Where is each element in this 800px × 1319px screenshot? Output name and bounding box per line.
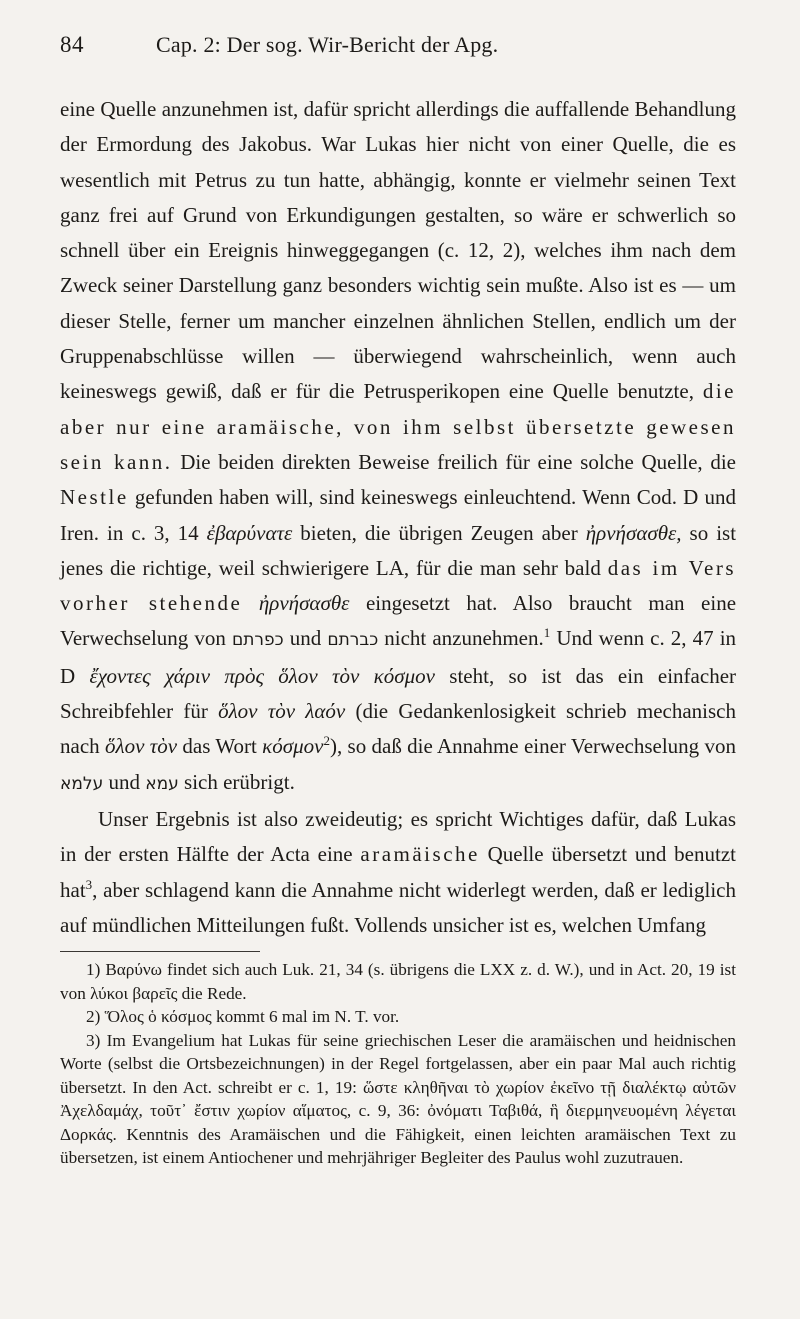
greek-phrase: ὅλον τὸν	[104, 734, 178, 759]
hebrew-term: כפרתם	[231, 630, 284, 651]
emphasized-text: das im Vers vorher stehende	[60, 555, 736, 616]
footnote-2: 2) Ὅλος ὁ κόσμος kommt 6 mal im N. T. vor.	[86, 1007, 400, 1027]
main-text	[60, 92, 736, 943]
footnote-ref-2[interactable]: 2	[323, 733, 330, 749]
text-run: , aber schlagend kann die Annahme nicht widerlegt werden, daß er lediglich auf mündlichen Mitteilungen fußt. Vollends unsicher ist es, welchen Umfang	[60, 877, 736, 937]
greek-phrase: ὅλον τὸν λαόν	[218, 699, 346, 724]
paragraph-2	[60, 802, 736, 943]
text-run: steht, so ist das ein einfacher Schreibfehler für	[60, 663, 737, 724]
text-run: gefunden haben will, sind keineswegs einleuchtend. Wenn Cod. D und Iren. in c. 3, 14	[60, 485, 736, 545]
footnote-divider	[60, 951, 260, 952]
text-run: eingesetzt hat. Also braucht man eine Verwechselung von	[60, 591, 737, 651]
text-run: (die Gedankenlosigkeit schrieb mechanisch nach	[60, 699, 737, 759]
emphasized-text: aramäische	[360, 842, 480, 867]
greek-phrase: ἔχοντες χάριν πρὸς ὅλον τὸν κόσμον	[89, 663, 435, 688]
greek-term: κόσμον	[262, 734, 324, 759]
text-run: Quelle übersetzt und benutzt hat	[60, 842, 736, 902]
footnote-ref-3[interactable]: 3	[85, 876, 93, 892]
text-run: Und wenn c. 2, 47 in D	[60, 626, 737, 688]
text-run: das Wort	[182, 734, 257, 759]
text-run: nicht anzunehmen.	[384, 626, 544, 651]
footnote-ref-1[interactable]: 1	[543, 625, 551, 641]
hebrew-term: כברתם	[327, 630, 379, 651]
footnotes	[60, 958, 736, 1170]
text-run: eine Quelle anzunehmen ist, dafür spricht allerdings die auffallende Behandlung der Ermordung des Jakobus. War Lukas hier nicht von einer Quelle, die es wesentlich mit Petrus zu tun hatte, abhängig, konnte er vielmehr seinen Text ganz frei auf Grund von Erkundigungen gestalten, so wäre er schwerlich so schnell über ein Ereignis hinweggegangen (c. 12, 2), welches ihm nach dem Zweck seiner Darstellung ganz besonders wichtig sein mußte. Also ist es — um dieser Stelle, ferner um mancher einzelnen ähnlichen Stellen, endlich um der Gruppenabschlüsse willen — überwiegend wahrscheinlich, wenn auch keineswegs gewiß, daß er für die Petrusperikopen eine Quelle benutzte,	[60, 97, 736, 404]
greek-term: ἠρνήσασθε	[258, 591, 350, 616]
footnote-3: 3) Im Evangelium hat Lukas für seine griechischen Leser die aramäischen und heidnischen Worte (selbst die Ortsbezeichnungen) in der Regel fortgelassen, aber ein paar Mal auch richtig übersetzt. In den Act. schreibt er c. 1, 19: ὥστε κληθῆναι τὸ χωρίον ἐκεῖνο τῇ διαλέκτῳ αὐτῶν Ἀχελδαμάχ, τοῦτ᾽ ἔστιν χωρίον αἵματος, c. 9, 36: ὀνόματι Ταβιθά, ἣ διερμηνευομένη λέγεται Δορκάς. Kenntnis des Aramäischen und die Fähigkeit, einen leichten aramäischen Text zu übersetzen, ist einem Antiochener und mehrjähriger Begleiter des Paulus wohl zuzutrauen.	[60, 1030, 736, 1168]
paragraph-1	[60, 92, 736, 802]
hebrew-term: עמא	[145, 773, 179, 794]
text-run: Unser Ergebnis ist also zweideutig; es spricht Wichtiges dafür, daß Lukas in der ersten Hälfte der Acta eine	[60, 806, 736, 867]
emphasized-text: die aber nur eine aramäische, von ihm selbst übersetzte gewesen sein kann.	[60, 379, 736, 474]
text-run: ), so daß die Annahme einer Verwechselung von	[329, 734, 736, 759]
text-run: und	[289, 626, 322, 651]
footnote-1: 1) Βαρύνω findet sich auch Luk. 21, 34 (s. übrigens die LXX z. d. W.), und in Act. 20, 19 ist von λύκοι βαρεῖς die Rede.	[60, 960, 736, 1003]
text-run: Die beiden direkten Beweise freilich für eine solche Quelle, die	[180, 449, 736, 474]
running-head: Cap. 2: Der sog. Wir-Bericht der Apg.	[156, 32, 499, 57]
text-run: bieten, die übrigen Zeugen aber	[300, 520, 578, 545]
hebrew-term: עלמא	[60, 773, 104, 794]
text-run: sich erübrigt.	[184, 769, 295, 794]
page-header	[60, 32, 736, 92]
text-run: so ist jenes die richtige, weil schwierigere LA, für die man sehr bald	[60, 520, 737, 580]
greek-term: ἠρνήσασθε,	[585, 520, 682, 545]
author-name-nestle: Nestle	[60, 485, 129, 510]
text-run: und	[108, 769, 140, 794]
greek-term: ἐβαρύνατε	[206, 520, 293, 545]
page-number: 84	[60, 32, 84, 57]
